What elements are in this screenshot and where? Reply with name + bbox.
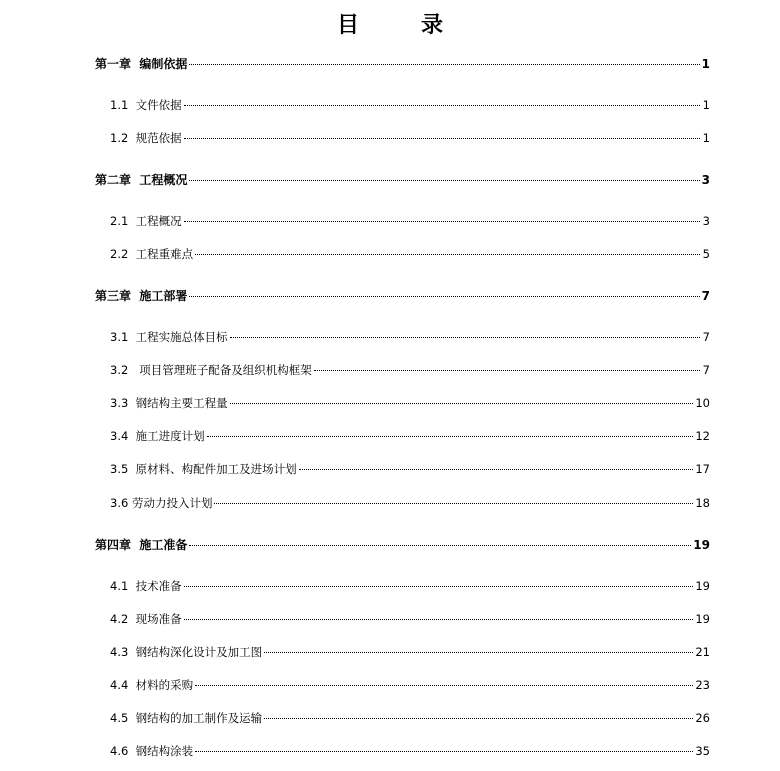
toc-entry-label: 2.1 工程概况 [110,214,182,228]
toc-entry[interactable] [110,394,710,412]
toc-entry[interactable] [95,55,710,73]
dot-leader [195,750,693,752]
toc-entry-page: 17 [695,462,710,476]
toc-entry-label: 第一章 编制依据 [95,57,188,71]
toc-entry[interactable] [110,212,710,230]
toc-entry[interactable] [110,361,710,379]
toc-entry-page: 1 [702,131,710,145]
toc-entry-page: 7 [702,330,710,344]
toc-entry-label: 4.6 钢结构涂装 [110,744,194,758]
toc-entry-page: 3 [702,214,710,228]
dot-leader [184,104,700,106]
toc-title: 目 录 [336,13,463,38]
toc-entry-label: 3.5 原材料、构配件加工及进场计划 [110,462,297,476]
toc-entry-label: 1.1 文件依据 [110,98,182,112]
toc-entry-page: 1 [702,98,710,112]
dot-leader [314,369,700,371]
toc-entry-label: 3.1 工程实施总体目标 [110,330,228,344]
toc-entry-label: 2.2 工程重难点 [110,247,194,261]
dot-leader [189,63,699,65]
dot-leader [230,336,700,338]
toc-entry[interactable] [110,610,710,628]
toc-entry-page: 19 [695,579,710,593]
toc-entry[interactable] [110,676,710,694]
toc-entry-page: 10 [695,396,710,410]
toc-entry-label: 4.5 钢结构的加工制作及运输 [110,711,263,725]
toc-entry[interactable] [110,494,710,512]
toc-entry-label: 3.6 劳动力投入计划 [110,496,213,510]
dot-leader [184,220,700,222]
toc-entry[interactable] [95,287,710,305]
toc-entry-label: 4.2 现场准备 [110,612,182,626]
toc-entry[interactable] [110,245,710,263]
dot-leader [207,435,694,437]
toc-entry[interactable] [110,643,710,661]
dot-leader [189,544,691,546]
toc-entry-label: 3.3 钢结构主要工程量 [110,396,228,410]
toc-entry-label: 第二章 工程概况 [95,173,188,187]
toc-entry[interactable] [110,742,710,760]
dot-leader [189,295,699,297]
toc-entry-page: 18 [695,496,710,510]
toc-entry-label: 4.1 技术准备 [110,579,182,593]
dot-leader [184,137,700,139]
dot-leader [189,179,699,181]
toc-entry[interactable] [95,171,710,189]
dot-leader [230,402,694,404]
toc-entry-label: 1.2 规范依据 [110,131,182,145]
toc-entry-label: 4.3 钢结构深化设计及加工图 [110,645,263,659]
dot-leader [214,502,693,504]
toc-entry-label: 3.4 施工进度计划 [110,429,205,443]
dot-leader [299,468,694,470]
toc-entry[interactable] [110,460,710,478]
toc-entry-label: 4.4 材料的采购 [110,678,194,692]
toc-entry[interactable] [110,96,710,114]
toc-entry[interactable] [110,709,710,727]
dot-leader [184,618,694,620]
toc-entry-page: 3 [701,173,710,187]
toc-entry-page: 19 [695,612,710,626]
toc-entry-label: 第三章 施工部署 [95,289,188,303]
toc-entry[interactable] [110,129,710,147]
dot-leader [195,253,700,255]
toc-entry-label: 3.2 项目管理班子配备及组织机构框架 [110,363,312,377]
toc-entry-page: 21 [695,645,710,659]
toc-entry-page: 7 [702,363,710,377]
toc-entry-page: 23 [695,678,710,692]
toc-entry[interactable] [110,328,710,346]
toc-entry[interactable] [110,577,710,595]
dot-leader [264,717,693,719]
toc-entry[interactable] [95,536,710,554]
toc-entry-page: 19 [693,538,710,552]
toc-entry-page: 12 [695,429,710,443]
toc-entry-page: 35 [695,744,710,758]
toc-entry-page: 5 [702,247,710,261]
dot-leader [264,651,693,653]
toc-entry-page: 7 [701,289,710,303]
toc-entry-page: 1 [701,57,710,71]
dot-leader [184,585,694,587]
toc-entry[interactable] [110,427,710,445]
dot-leader [195,684,693,686]
toc-entry-label: 第四章 施工准备 [95,538,188,552]
toc-entry-page: 26 [695,711,710,725]
